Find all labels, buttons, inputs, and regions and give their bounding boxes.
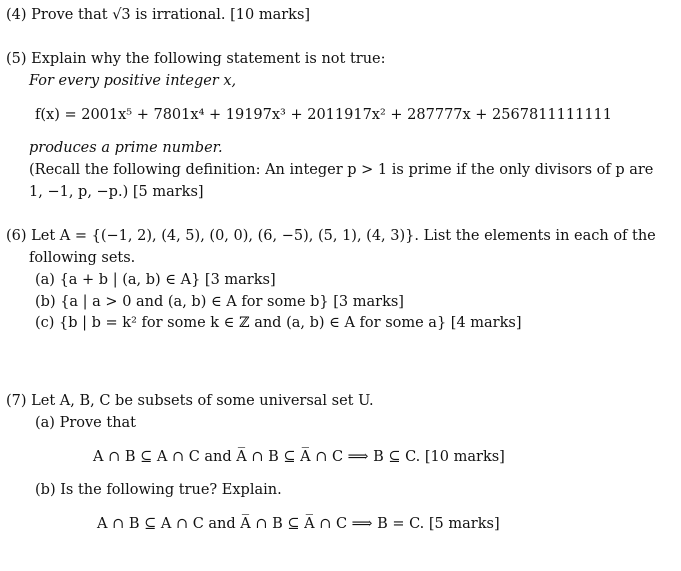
question-6-part-b: (b) {a | a > 0 and (a, b) ∈ A for some b} [3 marks]: [35, 294, 404, 310]
question-7-part-b-formula: A ∩ B ⊆ A ∩ C and A̅ ∩ B ⊆ A̅ ∩ C ⟹ B = C. [5 marks]: [97, 516, 500, 532]
question-4: (4) Prove that √3 is irrational. [10 marks]: [6, 7, 311, 23]
question-7-part-a-formula: A ∩ B ⊆ A ∩ C and A̅ ∩ B ⊆ A̅ ∩ C ⟹ B ⊆ C. [10 marks]: [93, 449, 505, 465]
question-5-heading: (5) Explain why the following statement is not true:: [6, 51, 386, 67]
question-6-heading: (6) Let A = {(−1, 2), (4, 5), (0, 0), (6, −5), (5, 1), (4, 3)}. List the elements in each of the: [6, 228, 656, 244]
question-7-part-a-label: (a) Prove that: [35, 415, 137, 431]
question-6-heading-cont: following sets.: [29, 250, 136, 266]
question-7-heading: (7) Let A, B, C be subsets of some universal set U.: [6, 393, 374, 409]
question-5-formula: f(x) = 2001x⁵ + 7801x⁴ + 19197x³ + 2011917x² + 287777x + 2567811111111: [35, 107, 612, 123]
question-7-part-b-label: (b) Is the following true? Explain.: [35, 482, 282, 498]
question-5-recall-end: 1, −1, p, −p.) [5 marks]: [29, 184, 204, 200]
question-5-recall: (Recall the following definition: An integer p > 1 is prime if the only divisors of p are: [29, 162, 654, 178]
question-6-part-a: (a) {a + b | (a, b) ∈ A} [3 marks]: [35, 272, 276, 288]
question-5-statement-end: produces a prime number.: [29, 140, 223, 156]
question-5-statement: For every positive integer x,: [29, 73, 237, 89]
question-6-part-c: (c) {b | b = k² for some k ∈ ℤ and (a, b) ∈ A for some a} [4 marks]: [35, 315, 522, 331]
